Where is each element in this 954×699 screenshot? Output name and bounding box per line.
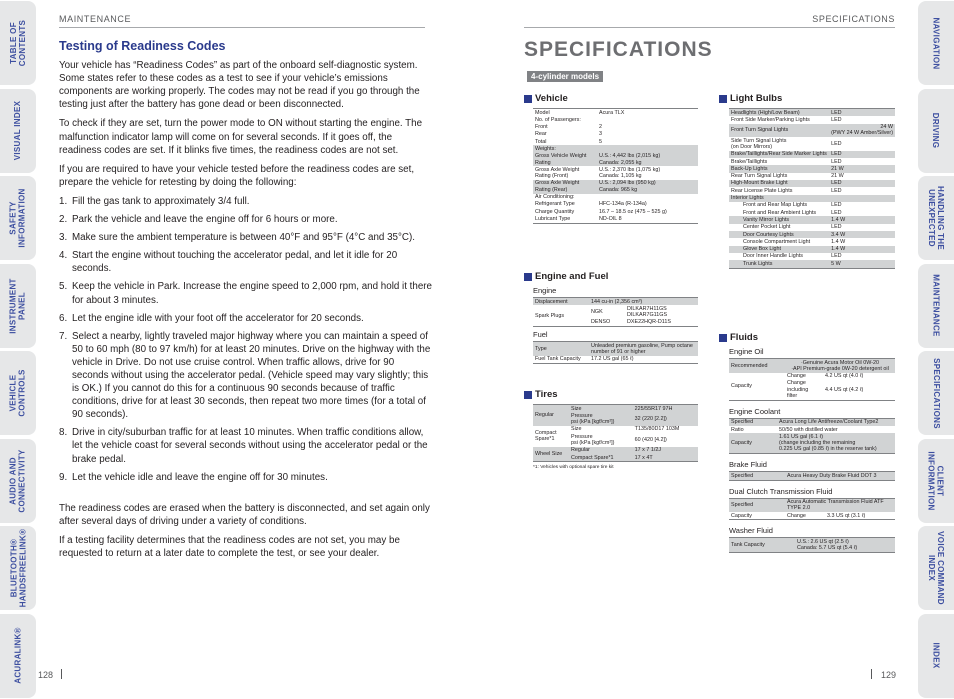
outro-paragraph: The readiness codes are erased when the battery is disconnected, and set again only after several days of driving under a variety of conditions. bbox=[59, 502, 430, 527]
tires-section bbox=[524, 389, 698, 470]
fuel-type-label: Type bbox=[533, 342, 589, 356]
coolant-capacity-label: Capacity bbox=[729, 433, 777, 453]
bulb-row-label: Back-Up Lights bbox=[729, 165, 829, 172]
dct-capacity-value: 3.3 US qt (3.1 ℓ) bbox=[827, 512, 866, 519]
page-number-divider bbox=[871, 669, 872, 679]
dct-fluid-table bbox=[729, 498, 895, 521]
bulb-row-value: LED bbox=[831, 116, 842, 123]
bulb-row-value: 24 W (PWY 24 W Amber/Silver) bbox=[831, 124, 893, 137]
bulb-row-label: Headlights (High/Low Beam) bbox=[729, 109, 829, 117]
fuel-table bbox=[533, 341, 698, 364]
step-item bbox=[59, 312, 433, 325]
section-tab[interactable] bbox=[918, 351, 954, 435]
vehicle-heading: Vehicle bbox=[535, 93, 568, 104]
section-tab-label: ACURALINK® bbox=[13, 627, 23, 684]
bulb-row bbox=[729, 124, 895, 138]
engine-oil-table bbox=[729, 358, 895, 401]
fluids-section bbox=[719, 332, 895, 553]
washer-tank-value: U.S.: 2.6 US qt (2.5 ℓ) Canada: 5.7 US qt (5.4 ℓ) bbox=[795, 538, 895, 553]
step-item bbox=[59, 231, 433, 244]
vehicle-row bbox=[533, 215, 698, 223]
vehicle-row bbox=[533, 194, 698, 201]
outro-paragraph: If a testing facility determines that the readiness codes are not set, you may be requested to return at a later date to complete the test, or see your dealer. bbox=[59, 534, 400, 559]
bulb-row-value: LED bbox=[831, 202, 842, 209]
vehicle-row bbox=[533, 124, 698, 131]
tire-pressure-label: Pressure psi (kPa [kgf/cm²]) bbox=[569, 412, 633, 426]
vehicle-row-value: U.S.: 2,370 lbs (1,075 kg) Canada: 1,105 kg bbox=[599, 166, 661, 180]
bulb-row-label: Brake/Taillights bbox=[731, 158, 768, 165]
bulb-row-value: 1.4 W bbox=[829, 216, 895, 223]
bulb-row-value: LED bbox=[831, 187, 842, 194]
coolant-capacity-value: 1.61 US gal (6.1 ℓ) (change including the remaining 0.225 US gal (0.85 ℓ) in the reserve tank) bbox=[777, 433, 895, 453]
vehicle-row bbox=[533, 201, 698, 208]
vehicle-row-label: Gross Axle Weight Rating (Rear) bbox=[533, 180, 597, 194]
vehicle-row bbox=[533, 138, 698, 145]
vehicle-row bbox=[533, 109, 698, 117]
bulb-row-label: Front and Rear Ambient Lights bbox=[743, 209, 817, 216]
coolant-table bbox=[729, 418, 895, 454]
left-header-rule bbox=[59, 27, 425, 28]
wheel-size-label: Wheel Size bbox=[533, 447, 569, 462]
oil-change-filter-label: Change including filter bbox=[787, 380, 809, 399]
section-tab[interactable] bbox=[0, 1, 36, 85]
bulb-row bbox=[729, 246, 895, 253]
step-item bbox=[59, 249, 433, 275]
page-title: SPECIFICATIONS bbox=[524, 38, 713, 61]
bulb-row-value: 21 W bbox=[829, 165, 895, 172]
fuel-tank-value: 17.2 US gal (65 ℓ) bbox=[591, 356, 634, 363]
section-title: Testing of Readiness Codes bbox=[59, 39, 226, 53]
vehicle-section bbox=[524, 93, 698, 224]
section-marker-icon bbox=[719, 334, 727, 342]
step-number: 1. bbox=[59, 195, 68, 207]
dct-fluid-label: Dual Clutch Transmission Fluid bbox=[729, 486, 833, 496]
step-number: 9. bbox=[59, 471, 68, 483]
intro-paragraph: Your vehicle has “Readiness Codes” as part of the onboard self-diagnostic system. Some states refer to these codes as a test to see if your vehicle’s emissions components are working properly. The codes may not be read if you go through the testing just after the battery has gone dead or been disconnected. bbox=[59, 60, 420, 111]
vehicle-row-value: 2 bbox=[599, 124, 602, 131]
section-tab-label: MAINTENANCE bbox=[931, 274, 941, 337]
bulb-row-value: 1.4 W bbox=[831, 238, 846, 245]
denso-part: DXE22HQR-D11S bbox=[627, 319, 671, 326]
brake-fluid-table bbox=[729, 471, 895, 480]
wheel-regular-label: Regular bbox=[569, 447, 633, 454]
bulb-row bbox=[729, 195, 895, 202]
bulb-row-value: LED bbox=[829, 109, 895, 117]
bulb-row bbox=[729, 260, 895, 268]
vehicle-row-label: Front bbox=[535, 124, 548, 131]
bulb-row-value: 3.4 W bbox=[829, 231, 895, 238]
step-text: Start the engine without touching the accelerator pedal, and let it idle for 20 seconds. bbox=[72, 250, 398, 275]
section-tab-label: NAVIGATION bbox=[931, 16, 941, 70]
section-tab[interactable] bbox=[0, 439, 36, 523]
bulb-row-value: LED bbox=[831, 224, 842, 231]
coolant-specified-value: Acura Long Life Antifreeze/Coolant Type2 bbox=[777, 418, 895, 426]
left-section-tabs bbox=[0, 0, 36, 699]
section-tab[interactable] bbox=[918, 264, 954, 348]
vehicle-row-value: 16.7 – 18.5 oz (475 – 525 g) bbox=[599, 208, 667, 215]
vehicle-row-label: Charge Quantity bbox=[535, 208, 575, 215]
tire-regular-pressure: 32 (220 [2.2]) bbox=[633, 412, 698, 426]
section-tab-label: INSTRUMENT PANEL bbox=[9, 277, 28, 334]
fluids-heading: Fluids bbox=[730, 332, 758, 343]
bulb-row bbox=[729, 224, 895, 231]
step-item bbox=[59, 280, 433, 306]
oil-change-label: Change bbox=[787, 373, 806, 380]
vehicle-row-label: Lubricant Type bbox=[535, 215, 571, 222]
bulb-row-label: Brake/Taillights/Rear Side Marker Lights bbox=[729, 151, 829, 158]
section-tab[interactable] bbox=[918, 176, 954, 260]
bulb-row-label: Front Side Marker/Parking Lights bbox=[731, 116, 810, 123]
step-text: Select a nearby, lightly traveled major highway where you can maintain a speed of 50 to 60 mph (80 to 97 km/h) for at least 20 minutes. Drive on the highway with the vehicle in Drive. Do not use cruise control. When traffic allows, drive for 90 seconds without using the accelerator pedal. (Vehicle speed may vary slightly; this is OK.) If you cannot do this for a continuous 90 seconds because of traffic conditions, drive for at least 30 seconds, then repeat two more times (for a total of 90 seconds). bbox=[72, 330, 431, 421]
step-text: Let the vehicle idle and leave the engine off for 30 minutes. bbox=[72, 471, 328, 483]
oil-capacity-label: Capacity bbox=[731, 383, 752, 390]
left-page-number: 128 bbox=[38, 670, 54, 680]
vehicle-row bbox=[533, 131, 698, 138]
bulb-row-label: Door Inner Handle Lights bbox=[743, 253, 803, 260]
displacement-value: 144 cu-in (2,356 cm³) bbox=[589, 298, 698, 306]
washer-fluid-label: Washer Fluid bbox=[729, 526, 773, 536]
bulb-row bbox=[729, 231, 895, 238]
vehicle-row-label: Gross Vehicle Weight Rating bbox=[533, 153, 597, 167]
vehicle-row-value: Acura TLX bbox=[599, 109, 625, 116]
vehicle-row-label: No. of Passengers: bbox=[535, 116, 581, 123]
vehicle-row bbox=[533, 145, 698, 152]
vehicle-row-label: Gross Axle Weight Rating (Front) bbox=[535, 166, 580, 180]
step-text: Make sure the ambient temperature is between 40°F and 95°F (4°C and 35°C). bbox=[72, 232, 415, 244]
step-number: 2. bbox=[59, 214, 68, 226]
bulb-row bbox=[729, 165, 895, 172]
right-section-tabs bbox=[918, 0, 954, 699]
vehicle-row-value bbox=[597, 145, 698, 152]
intro-paragraph: To check if they are set, turn the power mode to ON without starting the engine. The malfunction indicator lamp will come on for several seconds. If it goes off, the readiness codes are set. If it blinks five times, the readiness codes are not set. bbox=[59, 118, 423, 156]
ngk-parts: DILKAR7H11GS DILKAR7G11GS bbox=[627, 305, 668, 319]
wheel-compact-value: 17 x 4T bbox=[633, 454, 698, 462]
displacement-label: Displacement bbox=[533, 298, 589, 306]
section-marker-icon bbox=[524, 273, 532, 281]
bulb-row-label: Front Turn Signal Lights bbox=[729, 124, 829, 138]
vehicle-row-value: 3 bbox=[599, 131, 602, 138]
bulb-row-value bbox=[829, 195, 895, 202]
section-tab[interactable] bbox=[0, 614, 36, 698]
fuel-label: Fuel bbox=[533, 330, 548, 340]
vehicle-row-label: Model bbox=[535, 109, 550, 116]
step-item bbox=[59, 471, 433, 484]
bulb-row bbox=[729, 109, 895, 117]
tire-compact-label: Compact Spare*1 bbox=[535, 430, 557, 443]
engine-oil-label: Engine Oil bbox=[729, 347, 764, 356]
bulb-row-label: Rear License Plate Lights bbox=[731, 187, 793, 194]
bulb-row bbox=[729, 202, 895, 209]
intro-paragraphs bbox=[59, 59, 433, 189]
bulb-row-label: Console Compartment Light bbox=[743, 238, 811, 245]
right-page-header: SPECIFICATIONS bbox=[812, 14, 895, 24]
tire-pressure-label: Pressure psi (kPa [kgf/cm²]) bbox=[571, 433, 615, 446]
bulb-row bbox=[729, 137, 895, 151]
vehicle-row bbox=[533, 180, 698, 194]
step-item bbox=[59, 213, 433, 226]
vehicle-row-label: Refrigerant Type bbox=[535, 201, 575, 208]
step-text: Fill the gas tank to approximately 3/4 full. bbox=[72, 195, 250, 207]
brake-fluid-label: Brake Fluid bbox=[729, 460, 767, 470]
fuel-tank-label: Fuel Tank Capacity bbox=[535, 356, 581, 363]
section-tab[interactable] bbox=[0, 264, 36, 348]
bulb-row-label: Rear Turn Signal Lights bbox=[731, 173, 788, 180]
step-text: Park the vehicle and leave the engine off for 6 hours or more. bbox=[72, 214, 338, 226]
tire-size-label: Size bbox=[571, 426, 582, 433]
light-bulbs-section bbox=[719, 93, 895, 269]
washer-fluid-table bbox=[729, 537, 895, 553]
step-text: Keep the vehicle in Park. Increase the engine speed to 2,000 rpm, and hold it there for about 3 minutes. bbox=[72, 281, 432, 306]
step-item bbox=[59, 426, 433, 465]
bulb-row bbox=[729, 209, 895, 216]
coolant-ratio-value: 50/50 with distilled water bbox=[779, 426, 838, 433]
vehicle-row-value bbox=[597, 194, 698, 201]
step-text: Drive in city/suburban traffic for at least 10 minutes. When traffic conditions allow, let the vehicle coast for several seconds without using the accelerator pedal or the brake pedal. bbox=[72, 427, 428, 465]
engine-table bbox=[533, 297, 698, 327]
section-tab[interactable] bbox=[0, 526, 36, 610]
bulb-row-value: LED bbox=[831, 140, 842, 147]
step-item bbox=[59, 195, 433, 208]
engine-fuel-section bbox=[524, 271, 698, 364]
bulb-row-label: Glove Box Light bbox=[729, 246, 829, 253]
tire-regular-size: 225/55R17 97H bbox=[633, 405, 698, 413]
section-tab[interactable] bbox=[918, 89, 954, 173]
section-tab[interactable] bbox=[918, 1, 954, 85]
section-tab-label: INDEX bbox=[931, 642, 941, 669]
vehicle-row-label: Total bbox=[535, 138, 547, 145]
section-tab[interactable] bbox=[918, 439, 954, 523]
coolant-specified-label: Specified bbox=[729, 418, 777, 426]
section-tab-label: VEHICLE CONTROLS bbox=[9, 369, 28, 417]
bulb-row-label: Center Pocket Light bbox=[743, 224, 791, 231]
vehicle-row-value: U.S.: 2,094 lbs (950 kg) Canada: 965 kg bbox=[597, 180, 698, 194]
section-tab-label: TABLE OF CONTENTS bbox=[9, 19, 27, 67]
vehicle-row-label: Air Conditioning: bbox=[535, 194, 575, 201]
bulb-row bbox=[729, 173, 895, 180]
bulb-row bbox=[729, 216, 895, 223]
page-number-divider bbox=[61, 669, 62, 679]
brake-specified-value: Acura Heavy Duty Brake Fluid DOT 3 bbox=[785, 472, 895, 480]
vehicle-row bbox=[533, 166, 698, 180]
coolant-ratio-label: Ratio bbox=[731, 426, 744, 433]
section-tab-label: CLIENT INFORMATION bbox=[927, 450, 945, 511]
light-bulbs-table bbox=[729, 108, 895, 269]
right-page-number: 129 bbox=[881, 670, 897, 680]
vehicle-row-value bbox=[597, 116, 698, 123]
step-number: 3. bbox=[59, 232, 68, 244]
outro-paragraphs bbox=[59, 502, 433, 560]
bulb-row-label: High-Mount Brake Light bbox=[729, 180, 829, 187]
intro-paragraph: If you are required to have your vehicle tested before the readiness codes are set, prepare the vehicle for retesting by doing the following: bbox=[59, 163, 415, 188]
step-number: 6. bbox=[59, 312, 68, 324]
dct-specified-label: Specified bbox=[729, 498, 785, 512]
section-tab-label: SAFETY INFORMATION bbox=[9, 188, 27, 248]
vehicle-row-value: ND-OIL 8 bbox=[599, 215, 622, 222]
vehicle-table bbox=[533, 108, 698, 224]
step-number: 7. bbox=[59, 330, 68, 342]
step-number: 8. bbox=[59, 427, 68, 439]
section-tab-label: VOICE COMMAND INDEX bbox=[927, 531, 945, 605]
dct-specified-value: Acura Automatic Transmission Fluid ATF TYPE 2.0 bbox=[785, 498, 895, 512]
wheel-regular-value: 17 x 7 1/2J bbox=[633, 447, 698, 454]
light-bulbs-heading: Light Bulbs bbox=[730, 93, 783, 104]
bulb-row-value: LED bbox=[831, 253, 842, 260]
bulb-row-value: LED bbox=[831, 209, 842, 216]
bulb-row-value: 21 W bbox=[831, 173, 844, 180]
spark-plugs-label: Spark Plugs bbox=[535, 312, 565, 319]
vehicle-row-value: 5 bbox=[599, 138, 602, 145]
oil-change-value: 4.2 US qt (4.0 ℓ) bbox=[825, 373, 864, 380]
bulb-row-label: Side Turn Signal Lights (on Door Mirrors) bbox=[731, 137, 787, 150]
tire-spare-size: T135/80D17 103M bbox=[634, 426, 680, 433]
bulb-row bbox=[729, 180, 895, 187]
washer-tank-label: Tank Capacity bbox=[729, 538, 795, 553]
bulb-row-label: Vanity Mirror Lights bbox=[729, 216, 829, 223]
wheel-compact-label: Compact Spare*1 bbox=[569, 454, 633, 462]
vehicle-row-value: HFC-134a (R-134a) bbox=[599, 201, 647, 208]
section-marker-icon bbox=[524, 95, 532, 103]
bulb-row bbox=[729, 253, 895, 260]
bulb-row bbox=[729, 238, 895, 245]
dct-change-label: Change bbox=[787, 512, 806, 519]
section-tab-label: DRIVING bbox=[931, 112, 941, 149]
steps-list bbox=[59, 195, 433, 484]
tire-size-label: Size bbox=[569, 405, 633, 413]
section-marker-icon bbox=[524, 391, 532, 399]
tires-footnote: *1: Vehicles with optional spare tire kit bbox=[533, 465, 614, 471]
tires-table bbox=[533, 404, 698, 462]
left-page-header: MAINTENANCE bbox=[59, 14, 132, 24]
section-tab[interactable] bbox=[918, 526, 954, 610]
bulb-row-value: LED bbox=[829, 151, 895, 158]
tire-regular-label: Regular bbox=[533, 405, 569, 426]
oil-recommended-value: ·Genuine Acura Motor Oil 0W-20 ·API Premium-grade 0W-20 detergent oil bbox=[785, 359, 895, 373]
vehicle-row bbox=[533, 153, 698, 167]
vehicle-row-label: Weights: bbox=[533, 145, 597, 152]
brake-specified-label: Specified bbox=[729, 472, 785, 480]
engine-label: Engine bbox=[533, 286, 557, 295]
step-number: 4. bbox=[59, 250, 68, 262]
tire-spare-pressure: 60 (420 [4.2]) bbox=[634, 436, 667, 443]
model-badge: 4-cylinder models bbox=[527, 71, 603, 82]
bulb-row bbox=[729, 158, 895, 165]
section-tab-label: AUDIO AND CONNECTIVITY bbox=[9, 448, 28, 513]
oil-recommended-label: Recommended bbox=[729, 359, 785, 373]
section-tab-label: VISUAL INDEX bbox=[13, 100, 23, 161]
bulb-row-label: Door Courtesy Lights bbox=[729, 231, 829, 238]
step-item bbox=[59, 330, 433, 422]
section-tab[interactable] bbox=[918, 614, 954, 698]
section-tab[interactable] bbox=[0, 89, 36, 173]
bulb-row-value: LED bbox=[829, 180, 895, 187]
right-header-rule bbox=[524, 27, 895, 28]
vehicle-row bbox=[533, 116, 698, 123]
section-tab[interactable] bbox=[0, 176, 36, 260]
tires-heading: Tires bbox=[535, 389, 558, 400]
bulb-row bbox=[729, 151, 895, 158]
vehicle-row-label: Rear bbox=[535, 131, 547, 138]
section-tab[interactable] bbox=[0, 351, 36, 435]
denso-label: DENSO bbox=[591, 319, 611, 326]
section-tab-label: BLUETOOTH® HANDSFREELINK® bbox=[9, 528, 28, 608]
bulb-row-label: Interior Lights bbox=[729, 195, 829, 202]
ngk-label: NGK bbox=[591, 308, 603, 315]
bulb-row bbox=[729, 187, 895, 194]
oil-change-filter-value: 4.4 US qt (4.2 ℓ) bbox=[825, 386, 864, 393]
section-tab-label: SPECIFICATIONS bbox=[931, 357, 941, 429]
fuel-type-value: Unleaded premium gasoline, Pump octane number of 91 or higher bbox=[589, 342, 698, 356]
engine-fuel-heading: Engine and Fuel bbox=[535, 271, 609, 282]
vehicle-row bbox=[533, 208, 698, 215]
bulb-row bbox=[729, 116, 895, 123]
bulb-row-value: LED bbox=[831, 158, 842, 165]
engine-coolant-label: Engine Coolant bbox=[729, 406, 781, 416]
bulb-row-label: Front and Rear Map Lights bbox=[743, 202, 808, 209]
step-text: Let the engine idle with your foot off the accelerator for 20 seconds. bbox=[72, 312, 364, 324]
bulb-row-label: Trunk Lights bbox=[729, 260, 829, 268]
step-number: 5. bbox=[59, 281, 68, 293]
vehicle-row-value: U.S.: 4,442 lbs (2,015 kg) Canada: 2,055 kg bbox=[597, 153, 698, 167]
bulb-row-value: 5 W bbox=[829, 260, 895, 268]
section-marker-icon bbox=[719, 95, 727, 103]
section-tab-label: HANDLING THE UNEXPECTED bbox=[927, 185, 946, 251]
dct-capacity-label: Capacity bbox=[731, 512, 752, 519]
readiness-codes-section bbox=[59, 38, 433, 566]
bulb-row-value: 1.4 W bbox=[829, 246, 895, 253]
